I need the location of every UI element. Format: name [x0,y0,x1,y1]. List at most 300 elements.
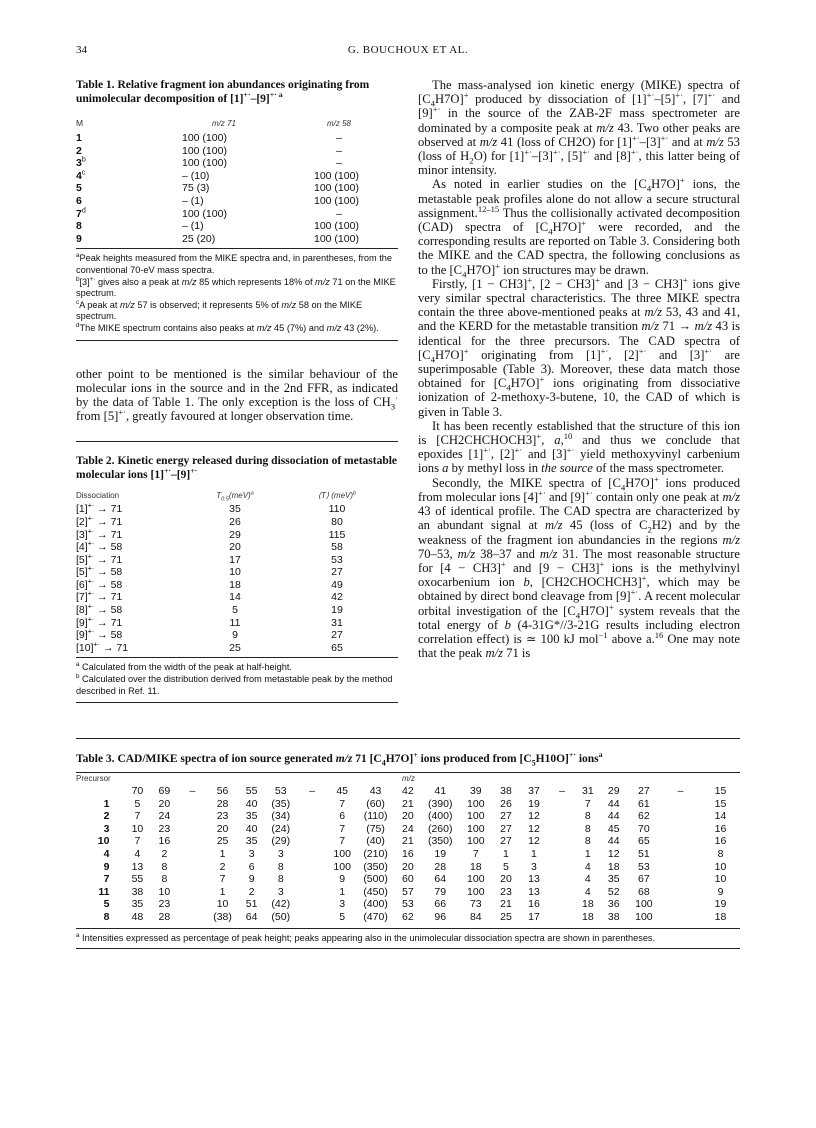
table-3-cell: 4 [584,873,591,886]
table-3-cell [177,848,207,861]
table-3-cell: 5 [134,797,141,810]
table-2-cell-dissociation: [1]+· → 71 [76,501,123,516]
table-2-caption [76,454,398,482]
right-paragraph: Firstly, [1 − CH3]+, [2 − CH3]+ and [3 − CH3]+ ions give very similar spectral characteristics. The three MIKE spectra contain the three above-mentioned peaks at m/z 53, 43 and 41, and the KERD for the metastable transition m/z 71 → m/z 43 is identical for the three precursors. The CAD spectra of $[C_4H7O]^+$ originating from [1]+·, [2]+· and [3]+· are superimposable (Table 3). Moreover, these data match those obtained for $[C_4H7O]^+$ ions originating from dissociative ionization of 2-methoxy-3-butene, 10, the CAD of which is given in Table 3. [418,274,740,419]
table-1-col-mz71: m/z 71 [211,118,236,128]
right-paragraph: As noted in earlier studies on the $[C_4H7O]^+$ ions, the metastable peak profiles alone do not allow a secure structural assignment.$^{12-15}$ Thus the collisionally activated decomposition (CAD) spectra of $[C_4H7O]^+$ were recorded, and the corresponding results are reported on Table 3. Considering both the MIKE and the CAD spectra, the following conclusions as to the $[C_4H7O]^+$ ion structures may be drawn. [418,175,740,280]
table-3-cell [177,886,207,899]
table-1-label: Table 1. [76,79,115,91]
table-3-col-header: 31 [582,785,594,797]
table-3-cell-precursor: 2 [103,810,110,823]
table-3-cell: 3 [531,860,537,873]
table-3-col-header: 41 [434,785,447,797]
table-1-footnotes [76,253,398,334]
table-3-cell: (60) [366,797,385,810]
table-3-cell: 7 [339,822,346,835]
table-2-row [76,554,398,567]
table-3-cell: 17 [528,910,540,923]
table-2-cell-tmean: 42 [331,591,343,604]
table-1-row [76,220,398,233]
table-3-cell: 10 [714,860,727,873]
table-3-cell: (450) [363,885,388,898]
table-3-cell [660,835,701,848]
table-3-cell: 20 [402,860,414,873]
table-3-cell: 3 [277,885,284,898]
table-3-cell-precursor: 9 [103,860,110,873]
table-3-col-header: 70 [131,785,144,797]
table-3-cell: 55 [131,873,144,886]
table-3-col-header: 43 [369,785,382,797]
table-3-cell [660,848,701,861]
table-2-footnote: $^a$ Calculated from the width of the peak at half-height. [76,661,292,673]
table-2-cell-t05: 26 [229,515,241,528]
table-2-label: Table 2. [76,455,115,468]
table-3-cell: 100 [467,873,485,886]
table-3-cell [296,835,328,848]
table-3-col-header: 39 [469,785,482,797]
table-3-cell: 9 [717,885,724,898]
table-3-header-blank [76,785,123,798]
table-3-cell: 64 [245,910,258,923]
table-3-cell [177,898,207,911]
table-1-title: Relative fragment ion abundances originating from unimolecular decomposition of [1]+·–[9]+· $^a$ [76,79,370,105]
table-2-row [76,642,398,655]
table-3-cell: 5 [503,860,509,873]
table-3-cell-precursor: 7 [103,873,110,886]
table-2-cell-tmean: 53 [331,553,343,566]
table-1-row [76,233,398,246]
table-1-footnote: $^b$[3]+· gives also a peak at m/z 85 which represents 18% of m/z 71 on the MIKE spectrum. [76,275,396,299]
table-3-cell: 9 [248,873,255,886]
table-1-row [76,195,398,208]
table-3-caption [76,752,740,766]
table-3-bottom-rule [76,948,740,949]
table-3-row [76,835,740,848]
table-2-row [76,629,398,642]
table-3-cell [548,898,576,911]
table-3-cell: 73 [469,898,482,911]
right-column [418,78,740,660]
table-1-grid [76,118,398,245]
table-3-cell: 40 [245,822,258,835]
table-1-cell-mz58: – [336,132,342,144]
table-3-cell: 25 [500,910,512,923]
table-2 [76,441,398,703]
table-3-cell [296,886,328,899]
table-3-cell: 18 [714,910,727,923]
table-1-cell-mz71: 100 (100) [182,132,227,144]
right-paragraph: It has been recently established that the structure of this ion is [CH2CHCHOCH3]+, a,$^{10}$ and thus we conclude that epoxides [1]+·, [2]+· and [3]+· yield methoxyvinyl carbenium ions a by methyl loss in the source of the mass spectrometer. [418,418,741,476]
table-1-row [76,170,398,183]
table-1-cell-mz71: – (10) [182,169,210,182]
table-3-col-header: 42 [402,785,414,797]
table-3-cell: 51 [638,847,650,860]
table-3-cell-precursor: 1 [103,797,110,810]
table-3-cell: (34) [271,810,291,823]
table-3-cell: 28 [216,797,229,810]
table-2-row [76,604,398,617]
table-3-col-header: 29 [607,785,620,797]
table-2-cell-tmean: 80 [331,515,343,528]
table-2-cell-dissociation: [5]+· → 71 [76,552,123,566]
table-3-cell-precursor: 8 [103,910,110,923]
table-2-cell-t05: 5 [232,604,238,617]
table-3-cell: 64 [434,873,447,886]
right-paragraph: The mass-analysed ion kinetic energy (MIKE) spectra of $[C_4H7O]^+$ produced by dissociation of [1]+·–[5]+·, [7]+· and [9]+· in the source of the ZAB-2F mass spectrometer are dominated by a composite peak at m/z 43. Two other peaks are observed at m/z 41 (loss of CH2O) for [1]+·–[3]+· and at m/z 53 (loss of $H_2O$) for [1]+·–[3]+·, [5]+· and [8]+·, this latter being of minor intensity. [418,78,740,178]
table-1-cell-m: 8 [76,220,82,233]
table-1-row [76,132,398,145]
table-3-cell: 23 [158,898,171,911]
table-3-cell: 51 [245,898,258,911]
table-3-cell: 14 [714,810,727,823]
table-3-col-header: 56 [216,785,229,797]
table-3-cell [660,810,701,823]
table-3-cell: 12 [528,822,540,835]
table-2-cell-tmean: 110 [328,503,346,516]
table-2-col-dissociation: Dissociation [76,491,120,501]
table-3-cell: 10 [216,898,229,911]
table-3-cell: 45 [607,822,620,835]
table-3-cell: 20 [402,810,414,823]
table-3-cell: 16 [528,898,540,911]
table-3-cell: (390) [427,797,453,810]
table-3-cell [177,911,207,924]
table-3-cell [660,886,701,899]
table-3-cell: 6 [339,810,346,823]
table-1-footnote: $^a$Peak heights measured from the MIKE spectra and, in parentheses, from the conventional 70-eV mass spectra. [76,252,393,275]
table-3-cell: 20 [216,822,229,835]
table-3-cell: 68 [638,885,650,898]
table-2-footnotes [76,662,398,697]
table-2-cell-dissociation: [9]+· → 71 [76,615,123,629]
table-3-cell [177,873,207,886]
table-3-cell [548,861,576,874]
table-3-cell: 84 [469,910,482,923]
table-3-cell: (38) [213,910,232,923]
table-3-cell: 44 [607,797,620,810]
table-1-row [76,208,398,221]
table-2-cell-dissociation: [10]+· → 71 [76,640,129,654]
table-2-cell-t05: 17 [229,553,241,566]
table-1-bottom-rule [76,340,398,341]
table-3-cell: 27 [500,835,512,848]
table-2-row [76,541,398,554]
table-3-cell: 100 [635,910,653,923]
table-3-cell: 15 [714,797,727,810]
table-3-cell: 100 [467,885,485,898]
table-3-cell: 18 [582,910,594,923]
table-3-cell [296,911,328,924]
table-2-row [76,503,398,516]
table-3-cell-precursor: 4 [103,847,110,860]
table-3-cell: 28 [434,860,447,873]
table-3-col-header: – [677,785,684,797]
table-3-cell: 10 [131,822,144,835]
table-2-bottom-rule [76,702,398,703]
table-2-cell-tmean: 58 [331,541,343,554]
table-3-cell: (24) [271,822,291,835]
table-1-cell-mz58: 100 (100) [314,194,359,207]
table-3-cell: 1 [531,847,537,860]
table-3-cell: 2 [248,885,255,898]
table-3-col-header: 38 [500,785,512,797]
table-2-cell-dissociation: [6]+· → 58 [76,577,123,591]
table-2-row [76,566,398,579]
table-3-cell: 2 [219,860,226,873]
table-3-cell: (400) [363,898,388,911]
table-3-cell: 79 [434,885,447,898]
table-3-cell: 66 [434,898,447,911]
table-1-caption [76,78,398,106]
table-3-cell: 12 [528,835,540,848]
table-3-precursor-header: Precursor [76,774,111,783]
table-1-cell-m: 5 [76,182,82,195]
table-3-cell [660,898,701,911]
table-2-col-t05: $T_{0.5}(meV)^a$ [216,490,254,503]
table-2-row [76,617,398,630]
table-3-cell: 13 [528,885,540,898]
table-3-cell: 21 [402,835,414,848]
table-3-cell: 38 [131,885,144,898]
table-1-cell-m: 2 [76,144,82,157]
table-3-cell: (40) [366,835,385,848]
table-3 [76,738,740,949]
table-3-cell: 8 [277,860,284,873]
table-3-cell [177,810,207,823]
table-1-cell-mz58: – [336,157,342,170]
table-1-row [76,182,398,195]
table-3-cell: 100 [467,797,485,810]
table-3-cell [177,861,207,874]
table-3-cell: (35) [271,797,291,810]
table-1-cell-mz58: – [336,207,342,220]
table-3-cell: 2 [161,847,168,860]
table-3-cell [177,798,207,811]
table-3-cell: 10 [714,873,727,886]
table-3-cell: 7 [134,835,141,848]
table-3-cell: 40 [245,797,258,810]
table-3-row [76,848,740,861]
table-3-cell: 23 [500,885,512,898]
table-3-cell [296,898,328,911]
table-2-cell-dissociation: [5]+· → 58 [76,564,123,579]
table-2-col-tmean: ⟨T⟩ (meV)$^b$ [317,490,357,501]
table-3-cell [660,911,701,924]
table-2-cell-tmean: 65 [331,641,343,654]
table-3-cell: 24 [402,822,414,835]
table-2-cell-t05: 18 [229,578,241,591]
table-3-cell: 19 [434,847,447,860]
table-3-rule [76,928,740,929]
table-3-col-header: 53 [274,785,287,797]
table-2-cell-t05: 9 [232,629,238,642]
table-3-cell: 1 [219,885,226,898]
table-3-cell: 70 [638,822,650,835]
table-1-rule [76,248,398,249]
table-3-cell: (75) [366,822,385,835]
table-3-cell [548,886,576,899]
table-3-cell: 19 [714,898,727,911]
table-3-cell: 16 [714,835,727,848]
table-3-cell: 23 [216,810,229,823]
table-2-cell-tmean: 27 [331,629,343,642]
table-3-cell: 21 [500,898,512,911]
table-3-cell: 8 [161,860,168,873]
table-3-cell: 4 [584,860,591,873]
table-2-cell-dissociation: [9]+· → 58 [76,627,123,642]
left-column [76,78,398,703]
table-3-cell: 8 [584,835,591,848]
table-3-cell: (210) [363,847,388,860]
table-3-row [76,823,740,836]
table-3-cell: 26 [500,797,512,810]
table-3-col-header: 55 [245,785,258,797]
table-3-cell [548,810,576,823]
table-3-cell: 8 [277,873,284,886]
table-3-row [76,886,740,899]
table-3-cell [177,835,207,848]
table-3-cell: 18 [582,898,594,911]
table-3-cell [660,861,701,874]
table-3-cell: 61 [638,797,650,810]
table-3-cell: 7 [339,797,346,810]
table-3-cell: 44 [607,810,620,823]
table-3-cell: 65 [638,835,650,848]
table-3-cell: 19 [528,797,540,810]
table-3-row [76,798,740,811]
table-3-cell: 1 [219,847,226,860]
table-3-cell: 16 [714,822,727,835]
table-3-cell: 1 [584,847,591,860]
table-3-cell [548,848,576,861]
table-3-col-header: 37 [528,785,540,797]
table-2-row [76,591,398,604]
table-3-cell: 100 [467,810,485,823]
table-3-cell: 1 [339,885,346,898]
table-3-cell: 7 [584,797,591,810]
table-3-cell: 7 [339,835,346,848]
table-2-row [76,579,398,592]
table-3-cell: (29) [271,835,291,848]
table-3-cell: 20 [158,797,171,810]
table-3-cell: 3 [277,847,284,860]
table-3-cell: (260) [427,822,453,835]
table-3-cell: 27 [500,822,512,835]
table-3-cell [296,873,328,886]
table-3-cell: 100 [467,822,485,835]
table-3-col-header: 45 [336,785,348,797]
table-1-cell-mz71: 25 (20) [182,232,216,245]
table-3-cell: 16 [402,847,414,860]
table-2-cell-tmean: 27 [331,566,343,579]
table-3-cell: 8 [161,873,168,886]
table-3-cell [548,911,576,924]
table-1-cell-mz58: – [336,144,342,157]
table-3-cell: 62 [638,810,650,823]
table-3-footnote: $^a$ Intensities expressed as percentage of peak height; peaks appearing also in the unimolecular dissociation spectra are shown in parentheses. [76,931,656,943]
table-3-col-header: 15 [714,785,727,797]
table-3-cell: (42) [271,898,291,911]
table-3-cell: 1 [503,847,509,860]
table-3-cell: 100 [467,835,485,848]
table-3-cell: 12 [607,847,620,860]
table-2-cell-tmean: 31 [331,616,343,629]
table-3-cell: 7 [219,873,226,886]
table-2-cell-t05: 14 [229,591,241,604]
table-2-top-rule [76,441,398,442]
table-3-cell: 36 [607,898,620,911]
table-2-cell-t05: 35 [229,503,241,516]
table-3-cell: 3 [248,847,255,860]
table-2-grid [76,491,398,654]
table-3-cell: 57 [402,885,414,898]
table-2-cell-t05: 25 [229,641,241,654]
table-3-cell [177,823,207,836]
table-3-cell: 8 [584,810,591,823]
table-2-cell-tmean: 19 [331,604,343,617]
table-3-col-header: – [189,785,196,797]
table-3-cell: 27 [500,810,512,823]
table-2-cell-dissociation: [8]+· → 58 [76,602,123,617]
table-1-cell-m: 1 [76,132,82,144]
table-3-row [76,898,740,911]
table-3-top-rule [76,738,740,739]
table-1-row [76,145,398,158]
table-3-cell: 100 [635,898,653,911]
table-3-cell [548,798,576,811]
right-paragraph: Secondly, the MIKE spectra of $[C_4H7O]^+$ ions produced from molecular ions [4]+· and [9]+· contain only one peak at m/z 43 of identical profile. The CAD spectra are characterized by an abundant signal at m/z 45 (loss of $C_2H2$) and by the weakness of the fragment ion abundancies in the regions m/z 70–53, m/z 38–37 and m/z 31. The most reasonable structure for [4 − CH3]+ and [9 − CH3]+ ions is the methylvinyl oxocarbenium ion b, [CH2CHOCHCH3]+, which may be obtained by direct bond cleavage from [9]+·. A recent molecular orbital investigation of the $[C_4H7O]^+$ system reveals that the total energy of b (4-31G*//3-21G results including electron correlation effect) is ≃ 100 kJ mol$^{-1}$ above a.$^{16}$ One may note that the peak m/z 71 is [418,473,741,661]
table-3-cell-precursor: 10 [97,835,110,848]
table-3-cell: 62 [402,910,414,923]
table-3-row [76,911,740,924]
table-3-cell: 35 [131,898,144,911]
table-3-cell: 10 [158,885,171,898]
table-3-cell: (400) [427,810,453,823]
table-1-header-row [76,118,398,132]
table-3-cell [660,823,701,836]
table-3-cell [296,848,328,861]
table-2-cell-dissociation: [3]+· → 71 [76,527,123,541]
table-2-header-row [76,491,398,503]
table-1-cell-mz58: 100 (100) [314,232,359,245]
table-3-cell [548,835,576,848]
table-3-cell: 3 [339,898,346,911]
table-3-cell: 35 [607,873,620,886]
table-2-cell-tmean: 49 [331,578,343,591]
table-3-cell [296,810,328,823]
table-3-cell: 7 [472,847,479,860]
table-1-cell-mz58: 100 (100) [314,220,359,233]
table-3-cell: 23 [158,822,171,835]
table-2-rule [76,657,398,658]
left-paragraph: other point to be mentioned is the similar behaviour of the molecular ions in the source and in the 2nd FFR, as indicated by the data of Table 1. The only exception is the loss of $CH_3^\cdot$ from [5]+·, greatly favoured at longer observation time. [76,366,398,424]
table-1-col-m: M [76,118,84,128]
table-3-cell: 20 [500,873,512,886]
table-1-cell-m: 6 [76,194,82,207]
table-3-cell: 96 [434,910,447,923]
table-2-cell-t05: 29 [229,528,241,541]
table-3-title: CAD/MIKE spectra of ion source generated m/z 71 $[C_4H7O]^+$ ions produced from $[C_5H10O]^{+\cdot}$ ions$^a$ [117,750,603,768]
table-1-cell-mz71: – (1) [182,194,204,207]
table-3-cell: 4 [584,885,591,898]
table-1-cell-m: 4$^c$ [76,168,86,182]
table-3-cell: 9 [339,873,346,886]
table-2-cell-tmean: 115 [328,528,346,541]
table-1-cell-mz71: – (1) [182,220,204,233]
table-2-row [76,516,398,529]
table-3-cell: 13 [131,860,144,873]
table-1-footnote: $^c$A peak at m/z 57 is observed; it represents 5% of m/z 58 on the MIKE spectrum. [76,298,363,322]
